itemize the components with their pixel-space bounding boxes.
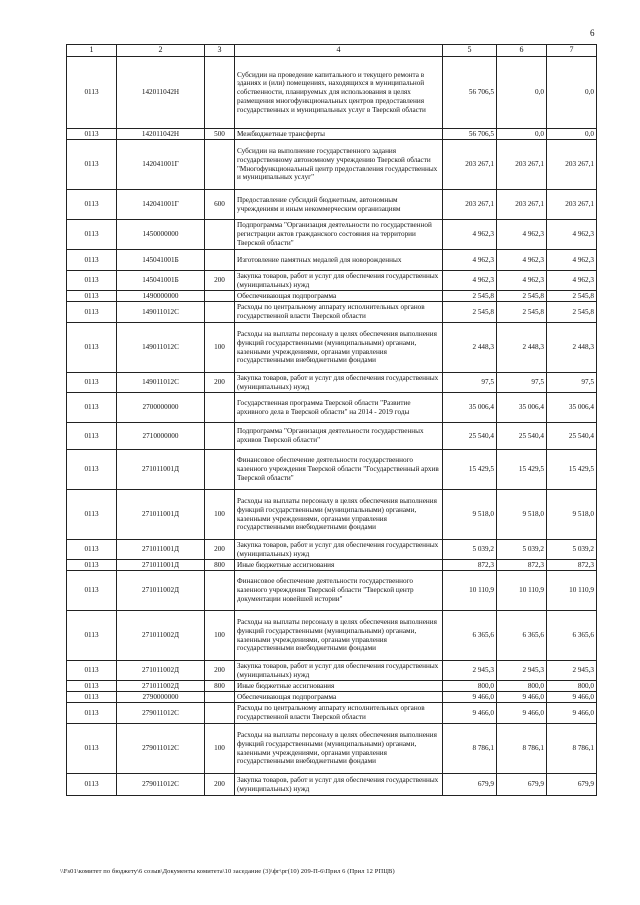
expense-type-code-cell xyxy=(205,57,235,129)
amount-col-5-cell: 9 466,0 xyxy=(443,703,497,724)
amount-col-5-cell: 5 039,2 xyxy=(443,540,497,560)
amount-col-6-cell: 5 039,2 xyxy=(497,540,547,560)
amount-col-7-cell: 872,3 xyxy=(547,560,597,571)
expense-type-code-cell xyxy=(205,393,235,423)
table-row xyxy=(67,423,597,450)
section-code-cell: 0113 xyxy=(67,560,117,571)
amount-col-7-cell: 15 429,5 xyxy=(547,450,597,490)
amount-col-5-cell: 56 706,5 xyxy=(443,57,497,129)
section-code-cell: 0113 xyxy=(67,703,117,724)
table-row xyxy=(67,291,597,302)
section-code-cell: 0113 xyxy=(67,302,117,323)
section-code-cell: 0113 xyxy=(67,450,117,490)
expense-type-code-cell xyxy=(205,140,235,190)
expense-type-code-cell xyxy=(205,250,235,271)
expense-type-code-cell: 800 xyxy=(205,560,235,571)
header-col-7: 7 xyxy=(547,45,597,57)
amount-col-7-cell: 97,5 xyxy=(547,373,597,393)
section-code-cell: 0113 xyxy=(67,490,117,540)
section-code-cell: 0113 xyxy=(67,611,117,661)
amount-col-7-cell: 5 039,2 xyxy=(547,540,597,560)
item-name-cell: Закупка товаров, работ и услуг для обеспечения государственных (муниципальных) нужд xyxy=(235,774,443,796)
item-name-cell: Обеспечивающая подпрограмма xyxy=(235,291,443,302)
header-col-3: 3 xyxy=(205,45,235,57)
expense-type-code-cell: 100 xyxy=(205,611,235,661)
expense-type-code-cell: 800 xyxy=(205,681,235,692)
target-article-code-cell: 271011002Д xyxy=(117,661,205,681)
table-row xyxy=(67,190,597,220)
amount-col-7-cell: 9 466,0 xyxy=(547,692,597,703)
amount-col-5-cell: 6 365,6 xyxy=(443,611,497,661)
expense-type-code-cell xyxy=(205,423,235,450)
amount-col-5-cell: 56 706,5 xyxy=(443,129,497,140)
expense-type-code-cell: 200 xyxy=(205,774,235,796)
amount-col-6-cell: 2 945,3 xyxy=(497,661,547,681)
page-number: 6 xyxy=(590,28,595,38)
item-name-cell: Субсидии на проведение капитального и текущего ремонта в зданиях и (или) помещениях, находящихся в муниципальной собственности, планируемых для использования в целях размещения многофункциональных центров предоставления государственных и муниципальных услуг в Тверской области xyxy=(235,57,443,129)
target-article-code-cell: 271011001Д xyxy=(117,560,205,571)
item-name-cell: Расходы на выплаты персоналу в целях обеспечения выполнения функций государственными (муниципальными) органами, казенными учреждениями, органами управления государственными внебюджетными фондами xyxy=(235,724,443,774)
target-article-code-cell: 271011001Д xyxy=(117,540,205,560)
table-row xyxy=(67,560,597,571)
amount-col-5-cell: 8 786,1 xyxy=(443,724,497,774)
target-article-code-cell: 2700000000 xyxy=(117,393,205,423)
section-code-cell: 0113 xyxy=(67,129,117,140)
target-article-code-cell: 142041001Г xyxy=(117,140,205,190)
target-article-code-cell: 142011042Н xyxy=(117,57,205,129)
table-header-row xyxy=(67,45,597,57)
expense-type-code-cell: 600 xyxy=(205,190,235,220)
amount-col-6-cell: 15 429,5 xyxy=(497,450,547,490)
section-code-cell: 0113 xyxy=(67,323,117,373)
footer-file-path: \\Fs01\комитет по бюджету\6 созыв\Документы комитета\10 заседание (3)\фг\рг(10) 209-П-6\Прил 6 (Прил 12 РПЦВ) xyxy=(60,868,395,875)
item-name-cell: Расходы на выплаты персоналу в целях обеспечения выполнения функций государственными (муниципальными) органами, казенными учреждениями, органами управления государственными внебюджетными фондами xyxy=(235,611,443,661)
budget-table xyxy=(66,44,597,796)
section-code-cell: 0113 xyxy=(67,393,117,423)
target-article-code-cell: 1490000000 xyxy=(117,291,205,302)
amount-col-7-cell: 679,9 xyxy=(547,774,597,796)
item-name-cell: Расходы на выплаты персоналу в целях обеспечения выполнения функций государственными (муниципальными) органами, казенными учреждениями, органами управления государственными внебюджетными фондами xyxy=(235,490,443,540)
amount-col-7-cell: 2 545,8 xyxy=(547,291,597,302)
item-name-cell: Финансовое обеспечение деятельности государственного казенного учреждения Тверской области "Государственный архив Тверской области" xyxy=(235,450,443,490)
target-article-code-cell: 1450000000 xyxy=(117,220,205,250)
amount-col-5-cell: 679,9 xyxy=(443,774,497,796)
section-code-cell: 0113 xyxy=(67,692,117,703)
table-row xyxy=(67,271,597,291)
header-col-2: 2 xyxy=(117,45,205,57)
expense-type-code-cell xyxy=(205,220,235,250)
section-code-cell: 0113 xyxy=(67,220,117,250)
item-name-cell: Финансовое обеспечение деятельности государственного казенного учреждения Тверской области "Тверской центр документации новейшей истории" xyxy=(235,571,443,611)
amount-col-5-cell: 97,5 xyxy=(443,373,497,393)
amount-col-5-cell: 800,0 xyxy=(443,681,497,692)
table-row xyxy=(67,611,597,661)
section-code-cell: 0113 xyxy=(67,57,117,129)
section-code-cell: 0113 xyxy=(67,774,117,796)
amount-col-6-cell: 2 448,3 xyxy=(497,323,547,373)
target-article-code-cell: 279011012С xyxy=(117,724,205,774)
expense-type-code-cell: 500 xyxy=(205,129,235,140)
item-name-cell: Закупка товаров, работ и услуг для обеспечения государственных (муниципальных) нужд xyxy=(235,271,443,291)
amount-col-6-cell: 9 466,0 xyxy=(497,703,547,724)
expense-type-code-cell: 100 xyxy=(205,323,235,373)
expense-type-code-cell: 100 xyxy=(205,490,235,540)
target-article-code-cell: 271011002Д xyxy=(117,571,205,611)
target-article-code-cell: 2710000000 xyxy=(117,423,205,450)
amount-col-5-cell: 2 545,8 xyxy=(443,291,497,302)
amount-col-6-cell: 2 545,8 xyxy=(497,302,547,323)
item-name-cell: Закупка товаров, работ и услуг для обеспечения государственных (муниципальных) нужд xyxy=(235,661,443,681)
section-code-cell: 0113 xyxy=(67,373,117,393)
amount-col-5-cell: 10 110,9 xyxy=(443,571,497,611)
target-article-code-cell: 2790000000 xyxy=(117,692,205,703)
item-name-cell: Межбюджетные трансферты xyxy=(235,129,443,140)
amount-col-6-cell: 203 267,1 xyxy=(497,140,547,190)
amount-col-7-cell: 4 962,3 xyxy=(547,220,597,250)
item-name-cell: Расходы по центральному аппарату исполнительных органов государственной власти Тверской области xyxy=(235,703,443,724)
section-code-cell: 0113 xyxy=(67,190,117,220)
item-name-cell: Изготовление памятных медалей для новорожденных xyxy=(235,250,443,271)
table-row xyxy=(67,373,597,393)
table-row xyxy=(67,450,597,490)
target-article-code-cell: 149011012С xyxy=(117,323,205,373)
item-name-cell: Обеспечивающая подпрограмма xyxy=(235,692,443,703)
table-row xyxy=(67,57,597,129)
item-name-cell: Государственная программа Тверской области "Развитие архивного дела в Тверской области" на 2014 - 2019 годы xyxy=(235,393,443,423)
table-row xyxy=(67,571,597,611)
expense-type-code-cell xyxy=(205,571,235,611)
target-article-code-cell: 271011001Д xyxy=(117,490,205,540)
amount-col-7-cell: 9 466,0 xyxy=(547,703,597,724)
amount-col-5-cell: 4 962,3 xyxy=(443,271,497,291)
header-col-4: 4 xyxy=(235,45,443,57)
target-article-code-cell: 142011042Н xyxy=(117,129,205,140)
amount-col-5-cell: 2 945,3 xyxy=(443,661,497,681)
amount-col-7-cell: 25 540,4 xyxy=(547,423,597,450)
amount-col-6-cell: 800,0 xyxy=(497,681,547,692)
item-name-cell: Иные бюджетные ассигнования xyxy=(235,560,443,571)
amount-col-7-cell: 2 545,8 xyxy=(547,302,597,323)
table-row xyxy=(67,724,597,774)
amount-col-6-cell: 4 962,3 xyxy=(497,250,547,271)
amount-col-7-cell: 0,0 xyxy=(547,57,597,129)
expense-type-code-cell xyxy=(205,291,235,302)
amount-col-6-cell: 872,3 xyxy=(497,560,547,571)
amount-col-6-cell: 4 962,3 xyxy=(497,271,547,291)
table-row xyxy=(67,681,597,692)
amount-col-5-cell: 2 545,8 xyxy=(443,302,497,323)
header-col-5: 5 xyxy=(443,45,497,57)
item-name-cell: Закупка товаров, работ и услуг для обеспечения государственных (муниципальных) нужд xyxy=(235,373,443,393)
expense-type-code-cell xyxy=(205,302,235,323)
target-article-code-cell: 279011012С xyxy=(117,703,205,724)
section-code-cell: 0113 xyxy=(67,140,117,190)
section-code-cell: 0113 xyxy=(67,571,117,611)
table-row xyxy=(67,692,597,703)
amount-col-7-cell: 4 962,3 xyxy=(547,250,597,271)
amount-col-6-cell: 10 110,9 xyxy=(497,571,547,611)
target-article-code-cell: 271011002Д xyxy=(117,611,205,661)
amount-col-5-cell: 4 962,3 xyxy=(443,220,497,250)
table-row xyxy=(67,129,597,140)
amount-col-7-cell: 8 786,1 xyxy=(547,724,597,774)
table-row xyxy=(67,250,597,271)
amount-col-7-cell: 4 962,3 xyxy=(547,271,597,291)
header-col-1: 1 xyxy=(67,45,117,57)
expense-type-code-cell xyxy=(205,450,235,490)
table-row xyxy=(67,220,597,250)
amount-col-6-cell: 203 267,1 xyxy=(497,190,547,220)
section-code-cell: 0113 xyxy=(67,681,117,692)
target-article-code-cell: 279011012С xyxy=(117,774,205,796)
target-article-code-cell: 142041001Г xyxy=(117,190,205,220)
table-row xyxy=(67,140,597,190)
item-name-cell: Подпрограмма "Организация деятельности государственных архивов Тверской области" xyxy=(235,423,443,450)
amount-col-6-cell: 0,0 xyxy=(497,57,547,129)
amount-col-6-cell: 8 786,1 xyxy=(497,724,547,774)
amount-col-7-cell: 2 448,3 xyxy=(547,323,597,373)
amount-col-7-cell: 10 110,9 xyxy=(547,571,597,611)
target-article-code-cell: 145041001Б xyxy=(117,250,205,271)
amount-col-7-cell: 203 267,1 xyxy=(547,140,597,190)
section-code-cell: 0113 xyxy=(67,661,117,681)
amount-col-6-cell: 25 540,4 xyxy=(497,423,547,450)
amount-col-6-cell: 97,5 xyxy=(497,373,547,393)
expense-type-code-cell xyxy=(205,692,235,703)
amount-col-7-cell: 6 365,6 xyxy=(547,611,597,661)
target-article-code-cell: 271011001Д xyxy=(117,450,205,490)
expense-type-code-cell xyxy=(205,703,235,724)
target-article-code-cell: 271011002Д xyxy=(117,681,205,692)
amount-col-7-cell: 800,0 xyxy=(547,681,597,692)
section-code-cell: 0113 xyxy=(67,540,117,560)
amount-col-6-cell: 9 466,0 xyxy=(497,692,547,703)
amount-col-5-cell: 4 962,3 xyxy=(443,250,497,271)
amount-col-5-cell: 9 466,0 xyxy=(443,692,497,703)
amount-col-7-cell: 2 945,3 xyxy=(547,661,597,681)
section-code-cell: 0113 xyxy=(67,724,117,774)
amount-col-7-cell: 203 267,1 xyxy=(547,190,597,220)
amount-col-5-cell: 872,3 xyxy=(443,560,497,571)
amount-col-7-cell: 9 518,0 xyxy=(547,490,597,540)
amount-col-6-cell: 2 545,8 xyxy=(497,291,547,302)
item-name-cell: Иные бюджетные ассигнования xyxy=(235,681,443,692)
section-code-cell: 0113 xyxy=(67,291,117,302)
amount-col-7-cell: 35 006,4 xyxy=(547,393,597,423)
amount-col-6-cell: 679,9 xyxy=(497,774,547,796)
amount-col-7-cell: 0,0 xyxy=(547,129,597,140)
table-row xyxy=(67,323,597,373)
table-row xyxy=(67,774,597,796)
table-row xyxy=(67,490,597,540)
amount-col-5-cell: 9 518,0 xyxy=(443,490,497,540)
amount-col-6-cell: 35 006,4 xyxy=(497,393,547,423)
item-name-cell: Подпрограмма "Организация деятельности по государственной регистрации актов гражданского состояния на территории Тверской области" xyxy=(235,220,443,250)
expense-type-code-cell: 200 xyxy=(205,540,235,560)
expense-type-code-cell: 200 xyxy=(205,661,235,681)
target-article-code-cell: 149011012С xyxy=(117,373,205,393)
amount-col-5-cell: 35 006,4 xyxy=(443,393,497,423)
header-col-6: 6 xyxy=(497,45,547,57)
item-name-cell: Расходы на выплаты персоналу в целях обеспечения выполнения функций государственными (муниципальными) органами, казенными учреждениями, органами управления государственными внебюджетными фондами xyxy=(235,323,443,373)
expense-type-code-cell: 200 xyxy=(205,271,235,291)
expense-type-code-cell: 200 xyxy=(205,373,235,393)
amount-col-5-cell: 203 267,1 xyxy=(443,190,497,220)
target-article-code-cell: 145041001Б xyxy=(117,271,205,291)
expense-type-code-cell: 100 xyxy=(205,724,235,774)
amount-col-5-cell: 25 540,4 xyxy=(443,423,497,450)
item-name-cell: Предоставление субсидий бюджетным, автономным учреждениям и иным некоммерческим организациям xyxy=(235,190,443,220)
table-row xyxy=(67,540,597,560)
table-row xyxy=(67,393,597,423)
table-row xyxy=(67,661,597,681)
section-code-cell: 0113 xyxy=(67,250,117,271)
amount-col-6-cell: 0,0 xyxy=(497,129,547,140)
table-row xyxy=(67,703,597,724)
item-name-cell: Закупка товаров, работ и услуг для обеспечения государственных (муниципальных) нужд xyxy=(235,540,443,560)
amount-col-5-cell: 15 429,5 xyxy=(443,450,497,490)
item-name-cell: Субсидии на выполнение государственного задания государственному автономному учреждению Тверской области "Многофункциональный центр предоставления государственных и муниципальных услуг" xyxy=(235,140,443,190)
section-code-cell: 0113 xyxy=(67,423,117,450)
table-row xyxy=(67,302,597,323)
target-article-code-cell: 149011012С xyxy=(117,302,205,323)
amount-col-5-cell: 203 267,1 xyxy=(443,140,497,190)
section-code-cell: 0113 xyxy=(67,271,117,291)
amount-col-5-cell: 2 448,3 xyxy=(443,323,497,373)
amount-col-6-cell: 4 962,3 xyxy=(497,220,547,250)
table-body xyxy=(67,57,597,796)
amount-col-6-cell: 6 365,6 xyxy=(497,611,547,661)
amount-col-6-cell: 9 518,0 xyxy=(497,490,547,540)
item-name-cell: Расходы по центральному аппарату исполнительных органов государственной власти Тверской области xyxy=(235,302,443,323)
